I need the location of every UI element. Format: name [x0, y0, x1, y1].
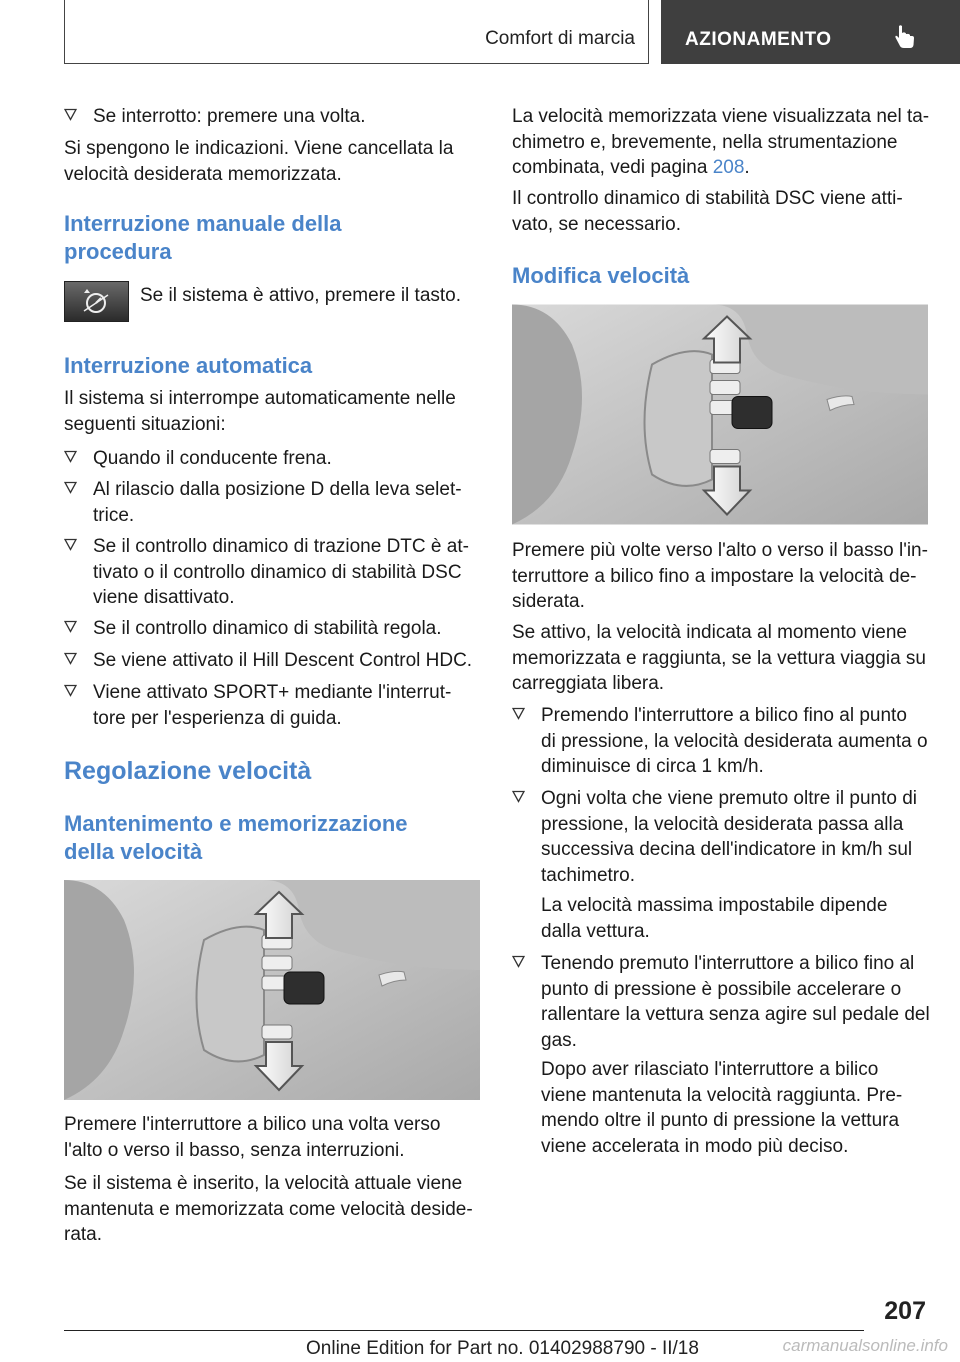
heading-maintain-speed	[64, 810, 408, 866]
triangle-bullet-icon	[64, 481, 77, 494]
text-line: chimetro e, brevemente, nella strumentazione	[512, 131, 898, 153]
text-line: diminuisce di circa 1 km/h.	[541, 756, 764, 777]
text-line: dalla vettura.	[541, 920, 650, 942]
list-item-text	[541, 786, 932, 888]
text-line: viene disattivato.	[93, 587, 235, 608]
list-item-subparagraph	[541, 893, 931, 944]
text-line: Il controllo dinamico di stabilità DSC viene atti-	[512, 188, 903, 209]
triangle-bullet-icon	[64, 538, 77, 551]
text-line: l'alto o verso il basso, senza interruzioni.	[64, 1139, 405, 1161]
paragraph	[512, 104, 932, 181]
text-line: punto di pressione è possibile accelerare o	[541, 978, 902, 1000]
list-item-subparagraph	[541, 1057, 931, 1159]
text-line	[512, 155, 932, 181]
steering-wheel-rocker-switch-image	[512, 304, 928, 525]
text-fragment: .	[744, 157, 750, 178]
text-line: Viene attivato SPORT+ mediante l'interrut-	[93, 682, 452, 703]
header-chapter-box	[661, 0, 960, 64]
text-line: Se il sistema è inserito, la velocità attuale viene	[64, 1173, 463, 1194]
button-instruction: Se il sistema è attivo, premere il tasto.	[140, 285, 462, 306]
heading-line: Interruzione manuale della	[64, 211, 342, 236]
header-section-title: Comfort di marcia	[485, 28, 635, 49]
text-line: mendo oltre il punto di pressione la vettura	[541, 1110, 900, 1131]
text-line: gas.	[541, 1029, 577, 1051]
cruise-control-button-icon	[64, 281, 129, 322]
text-line: La velocità massima impostabile dipende	[541, 895, 888, 916]
text-line: Al rilascio dalla posizione D della leva selet-	[93, 479, 462, 500]
text-line: Premendo l'interruttore a bilico fino al punto	[541, 705, 907, 726]
text-line: rata.	[64, 1224, 103, 1245]
paragraph	[512, 186, 932, 237]
text-line: Premere più volte verso l'alto o verso il basso l'in-	[512, 540, 928, 561]
triangle-bullet-icon	[64, 620, 77, 633]
text-line: trice.	[93, 504, 135, 526]
text-line: rallentare la vettura senza agire sul pedale del	[541, 1004, 930, 1025]
list-item-text	[93, 680, 480, 731]
text-line: vato, se necessario.	[512, 213, 681, 235]
list-item-text	[93, 648, 480, 674]
triangle-bullet-icon	[512, 707, 525, 720]
triangle-bullet-icon	[512, 790, 525, 803]
bullet-text: Se interrotto: premere una volta.	[93, 106, 366, 127]
text-line: velocità desiderata memorizzata.	[64, 163, 342, 185]
triangle-bullet-icon	[64, 108, 77, 121]
text-line: terruttore a bilico fino a impostare la velocità de-	[512, 565, 917, 587]
text-line: La velocità memorizzata viene visualizzata nel ta-	[512, 106, 930, 127]
heading-line: Mantenimento e memorizzazione	[64, 811, 408, 836]
paragraph	[64, 136, 484, 187]
text-line: Tenendo premuto l'interruttore a bilico fino al	[541, 953, 915, 974]
triangle-bullet-icon	[512, 955, 525, 968]
heading-change-speed: Modifica velocità	[512, 263, 690, 288]
text-line: tachimetro.	[541, 864, 635, 886]
list-item-text	[541, 703, 932, 780]
text-line: Premere l'interruttore a bilico una volta verso	[64, 1114, 441, 1135]
text-line: pressione, la velocità desiderata passa alla	[541, 813, 904, 835]
list-item-text	[541, 951, 932, 1053]
text-line: viene mantenuta la velocità raggiunta. Pre-	[541, 1084, 903, 1106]
text-fragment: combinata, vedi pagina	[512, 157, 713, 178]
list-item-text	[93, 616, 480, 642]
paragraph	[64, 1171, 484, 1248]
paragraph	[512, 620, 932, 697]
text-line: Se attivo, la velocità indicata al momento viene	[512, 622, 907, 643]
heading-manual-interruption	[64, 210, 342, 266]
text-line: Dopo aver rilasciato l'interruttore a bilico	[541, 1059, 879, 1080]
page-reference-link[interactable]: 208	[712, 157, 745, 178]
steering-wheel-rocker-switch-image	[64, 880, 480, 1100]
list-item-text	[93, 446, 480, 472]
text-line: seguenti situazioni:	[64, 413, 226, 435]
text-line: Si spengono le indicazioni. Viene cancellata la	[64, 138, 454, 159]
triangle-bullet-icon	[64, 450, 77, 463]
paragraph	[512, 538, 932, 615]
text-line: Il sistema si interrompe automaticamente nelle	[64, 388, 456, 409]
heading-auto-interruption: Interruzione automatica	[64, 353, 313, 378]
text-line: Ogni volta che viene premuto oltre il punto di	[541, 788, 917, 809]
footer-divider	[64, 1330, 864, 1331]
heading-line: procedura	[64, 239, 172, 264]
heading-line: della velocità	[64, 839, 203, 864]
paragraph	[64, 1112, 484, 1163]
triangle-bullet-icon	[64, 684, 77, 697]
text-line: successiva decina dell'indicatore in km/h sul	[541, 839, 913, 860]
footer-edition: Online Edition for Part no. 01402988790 - II/18	[306, 1338, 699, 1359]
list-item-text	[93, 477, 480, 528]
list-item-text	[93, 534, 480, 611]
text-line: di pressione, la velocità desiderata aumenta o	[541, 730, 928, 752]
page-number: 207	[884, 1297, 926, 1325]
text-line: memorizzata e raggiunta, se la vettura viaggia su	[512, 647, 926, 669]
triangle-bullet-icon	[64, 652, 77, 665]
text-line: siderata.	[512, 591, 585, 612]
watermark: carmanualsonline.info	[782, 1336, 948, 1355]
text-line: viene accelerata in modo più deciso.	[541, 1135, 849, 1157]
text-line: Quando il conducente frena.	[93, 448, 332, 469]
paragraph	[64, 386, 484, 437]
text-line: Se il controllo dinamico di trazione DTC è at-	[93, 536, 469, 557]
header-chapter-title: AZIONAMENTO	[685, 29, 832, 50]
heading-speed-regulation: Regolazione velocità	[64, 757, 312, 785]
text-line: Se viene attivato il Hill Descent Control HDC.	[93, 650, 473, 671]
text-line: mantenuta e memorizzata come velocità deside-	[64, 1198, 473, 1220]
text-line: carreggiata libera.	[512, 673, 665, 694]
text-line: Se il controllo dinamico di stabilità regola.	[93, 618, 442, 639]
hand-pointer-icon	[894, 24, 916, 50]
text-line: tore per l'esperienza di guida.	[93, 707, 342, 729]
text-line: tivato o il controllo dinamico di stabilità DSC	[93, 561, 462, 583]
